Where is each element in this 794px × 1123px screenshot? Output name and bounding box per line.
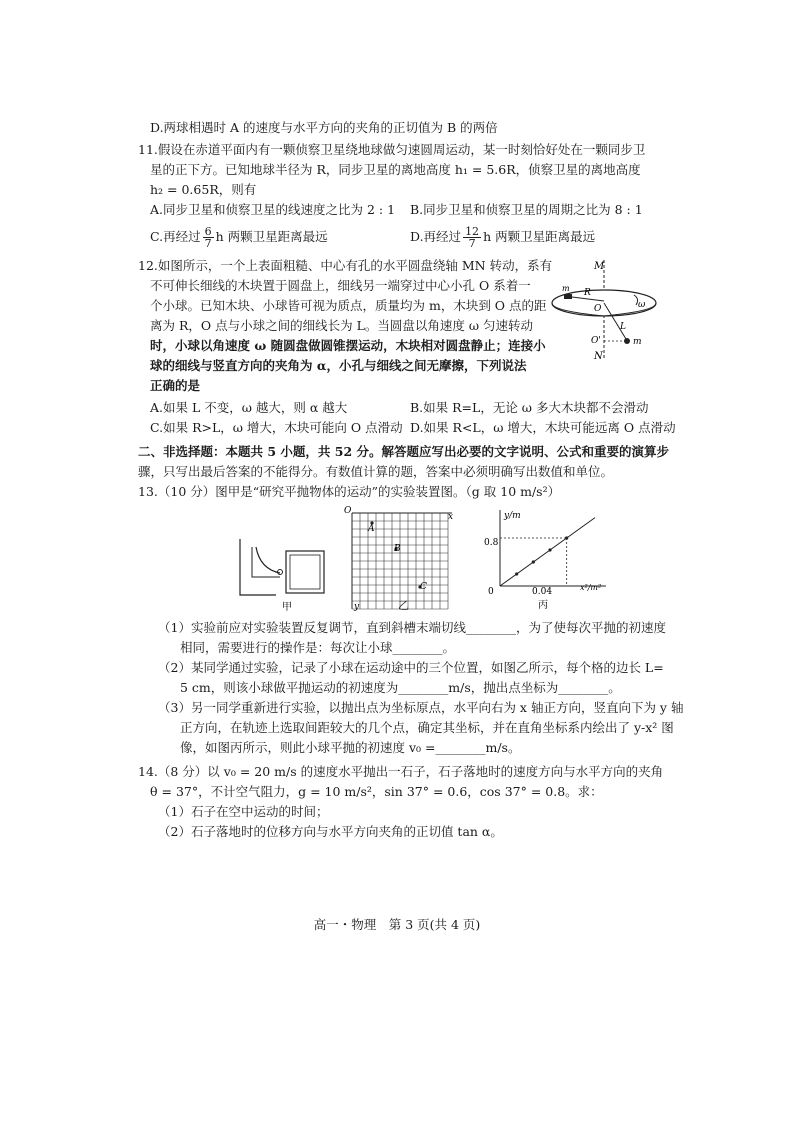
chart-y-label: y/m [504,511,521,521]
q14-line2: θ = 37°，不计空气阻力，g = 10 m/s²，sin 37° = 0.6，cos 37° = 0.8。求： [150,784,603,799]
q13-part2-line2: 5 cm，则该小球做平抛运动的初速度为________m/s，抛出点坐标为________。 [180,680,621,695]
q13-part1-line1: （1）实验前应对实验装置反复调节，直到斜槽末端切线________，为了使每次平抛的初速度 [158,620,666,635]
chart-point [565,536,568,539]
label-l: L [620,322,626,332]
label-n-axis: N [594,351,603,362]
q12-line2: 不可伸长细线的木块置于圆盘上，细线另一端穿过中心小孔 O 系着一 [150,278,531,293]
section2-line1: 二、非选择题：本题共 5 小题，共 52 分。解答题应写出必要的文字说明、公式和重要的演算步 [138,444,670,459]
q12-line1: 12.如图所示，一个上表面粗糙、中心有孔的水平圆盘绕轴 MN 转动，系有 [138,258,553,273]
chart-plot [500,510,606,586]
q11-option-c-prefix: C.再经过 [150,229,201,244]
stand-frame [240,539,276,595]
chute-curve [256,547,280,573]
q13-fig-jia [236,535,336,615]
board-inner [290,555,320,589]
q11-option-d-fraction [463,226,481,249]
chart-origin-label: 0 [488,587,494,597]
q12-option-b: B.如果 R=L，无论 ω 多大木块都不会滑动 [410,400,649,415]
q11-option-a: A.同步卫星和侦察卫星的线速度之比为 2 : 1 [150,202,396,217]
label-m-ball: m [633,337,642,347]
q12-line5: 时，小球以角速度 ω 随圆盘做圆锥摆运动，木块相对圆盘静止；连接小 [150,338,546,353]
label-omega: ω [638,300,646,310]
q11-option-c [150,222,328,252]
q13-stem: 13.（10 分）图甲是“研究平抛物体的运动”的实验装置图。（g 取 10 m/s²） [138,484,561,499]
grid-lines [352,513,448,609]
q13-part3-line3: 像，如图丙所示，则此小球平抛的初速度 v₀ =________m/s。 [180,740,521,755]
q11-option-b: B.同步卫星和侦察卫星的周期之比为 8 : 1 [410,202,643,217]
q12-line7: 正确的是 [150,378,201,393]
q12-line3: 个小球。已知木块、小球皆可视为质点，质量均为 m，木块到 O 点的距 [150,298,547,313]
q12-line4: 离为 R，O 点与小球之间的细线长为 L。当圆盘以角速度 ω 匀速转动 [150,318,534,333]
label-m-block: m [562,284,570,293]
q13-part1-line2: 相同，需要进行的操作是：每次让小球________。 [180,640,456,655]
q11-option-d-prefix: D.再经过 [410,229,462,244]
chart-point [515,572,518,575]
q12-option-c: C.如果 R>L，ω 增大，木块可能向 O 点滑动 [150,420,403,435]
q11-option-d-denominator: 7 [468,237,476,250]
chart-fit-line [500,518,595,586]
grid-y-label: y [354,602,360,612]
q11-option-c-numerator: 6 [204,225,212,238]
page-footer: 高一・物理 第 3 页(共 4 页) [313,917,481,932]
q11-stem-line3: h₂ = 0.65R，则有 [150,182,257,197]
fig-yi-caption: 乙 [398,599,409,612]
q13-part2-line1: （2）某同学通过实验，记录了小球在运动途中的三个位置，如图乙所示，每个格的边长 L= [158,660,664,675]
label-o-prime: O' [591,336,601,346]
chart-point [548,548,551,551]
chart-y-tick: 0.8 [484,538,499,548]
q10-option-d: D.两球相遇时 A 的速度与水平方向的夹角的正切值为 B 的两倍 [150,120,498,135]
chart-x-tick: 0.04 [532,587,553,597]
q13-part3-line1: （3）另一同学重新进行实验，以抛出点为坐标原点，水平向右为 x 轴正方向，竖直向下为 y 轴 [158,700,684,715]
q11-option-c-suffix: h 两颗卫星距离最远 [215,229,328,244]
wood-block [564,294,572,299]
q13-fig-bing-chart [478,508,618,614]
grid-x-label: x [448,512,454,522]
q14-part1: （1）石子在空中运动的时间； [158,804,329,819]
q12-line6: 球的细线与竖直方向的夹角为 α，小孔与细线之间无摩擦，下列说法 [150,358,527,373]
q14-part2: （2）石子落地时的位移方向与水平方向夹角的正切值 tan α。 [158,824,503,839]
chart-x-label: x²/m² [580,583,602,592]
label-r: R [584,288,591,298]
q14-line1: 14.（8 分）以 v₀ = 20 m/s 的速度水平抛出一石子，石子落地时的速度方向与水平方向的夹角 [138,764,664,779]
q11-stem-line1: 11.假设在赤道平面内有一颗侦察卫星绕地球做匀速圆周运动，某一时刻恰好处在一颗同步卫 [138,142,646,157]
q11-stem-line2: 星的正下方。已知地球半径为 R，同步卫星的离地高度 h₁ = 5.6R，侦察卫星的离地高度 [150,162,641,177]
fig-jia-caption: 甲 [282,602,292,613]
q13-part3-line2: 正方向，在轨迹上选取间距较大的几个点，确定其坐标，并在直角坐标系内绘出了 y-x² 图 [180,720,674,735]
q11-option-d-suffix: h 两颗卫星距离最远 [483,229,596,244]
q11-option-c-fraction [203,226,214,249]
fig-bing-caption: 丙 [538,600,548,611]
q12-option-d: D.如果 R<L，ω 增大，木块可能远离 O 点滑动 [410,420,676,435]
q11-option-d-numerator: 12 [465,225,480,238]
chart-point [532,560,535,563]
grid-origin-label: O [344,506,352,516]
label-point-b: B [394,544,401,554]
label-m-axis: M [594,261,605,272]
label-point-a: A [368,524,375,534]
q11-option-c-denominator: 7 [204,237,212,250]
section2-line2: 骤，只写出最后答案的不能得分。有数值计算的题，答案中必须明确写出数值和单位。 [138,464,614,479]
q12-disc-figure [548,255,668,365]
board-outer [286,551,324,593]
q11-option-d [410,222,595,252]
q12-option-a: A.如果 L 不变，ω 越大，则 α 越大 [150,400,348,415]
label-o: O [594,304,602,314]
label-point-c: C [420,582,427,592]
